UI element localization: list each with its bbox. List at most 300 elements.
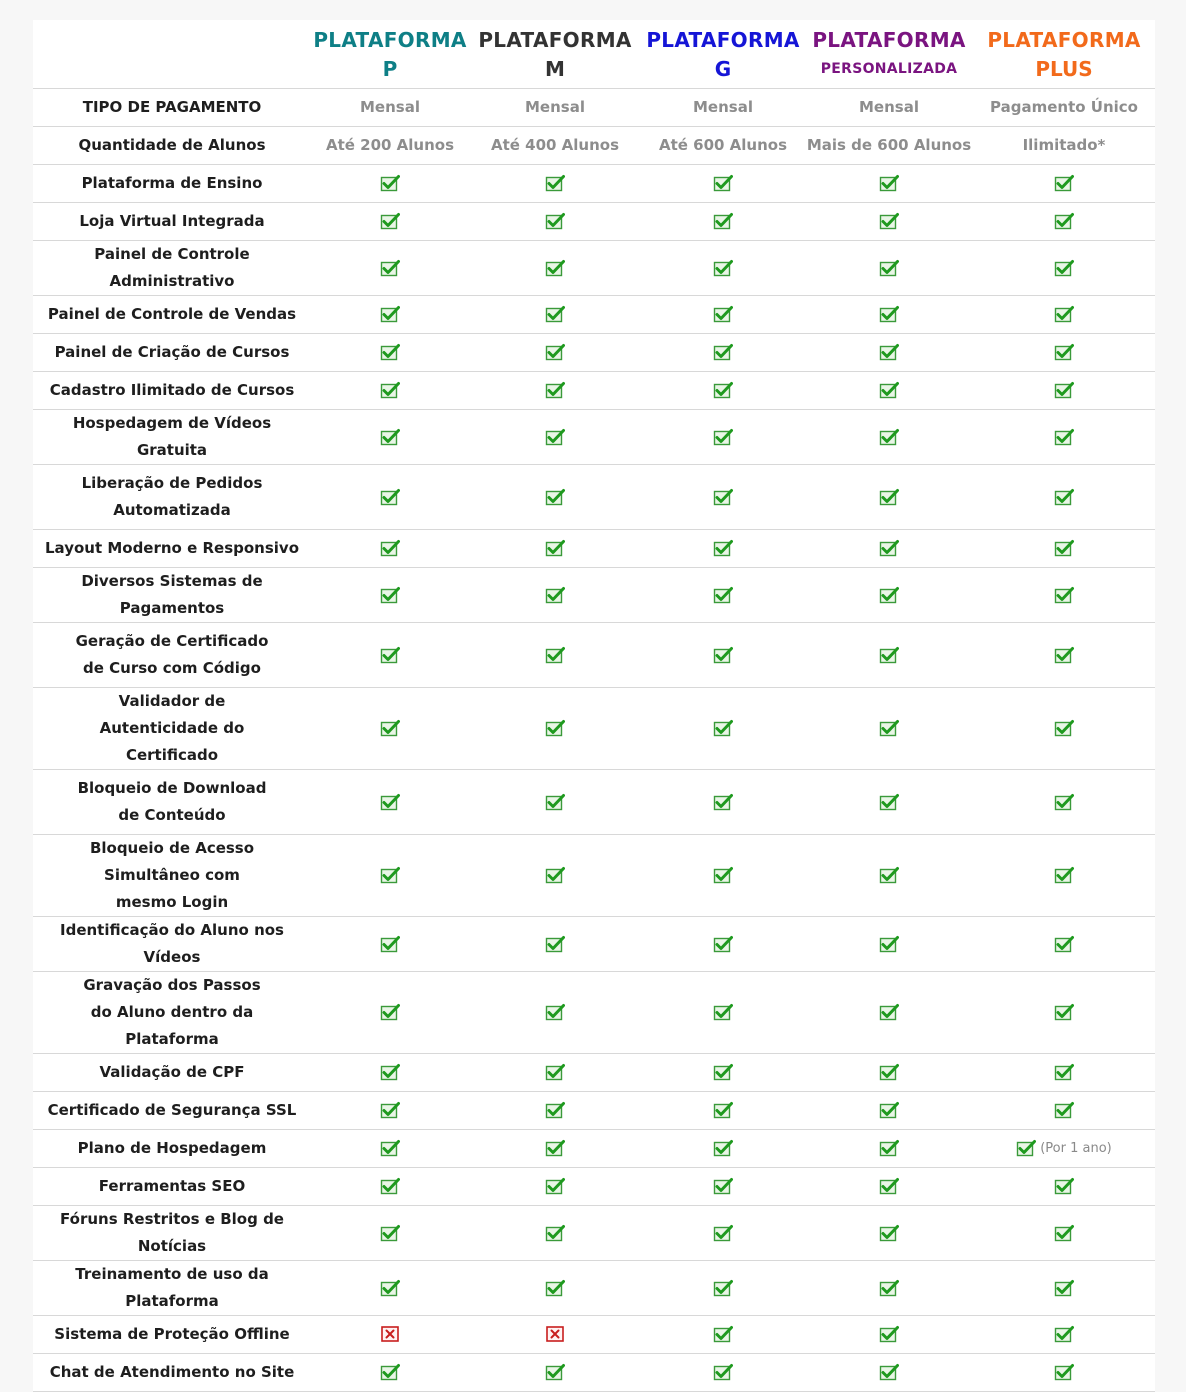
checkbox-checked-icon bbox=[879, 305, 899, 323]
checkbox-checked-icon bbox=[545, 212, 565, 230]
feature-row bbox=[33, 164, 1155, 202]
feature-cell bbox=[805, 1260, 973, 1315]
feature-label: Cadastro Ilimitado de Cursos bbox=[33, 371, 311, 409]
checkbox-checked-icon bbox=[545, 381, 565, 399]
feature-cell bbox=[973, 1315, 1155, 1353]
row-label: TIPO DE PAGAMENTO bbox=[33, 88, 311, 126]
feature-cell bbox=[805, 202, 973, 240]
checkbox-checked-icon bbox=[713, 866, 733, 884]
checkbox-checked-icon bbox=[545, 1177, 565, 1195]
feature-cell bbox=[469, 567, 641, 622]
checkbox-checked-icon bbox=[1054, 174, 1074, 192]
feature-row bbox=[33, 916, 1155, 971]
feature-cell bbox=[469, 240, 641, 295]
checkbox-checked-icon bbox=[713, 381, 733, 399]
checkbox-checked-icon bbox=[380, 1363, 400, 1381]
plan-header-m bbox=[469, 20, 641, 88]
feature-cell bbox=[973, 622, 1155, 687]
checkbox-checked-icon bbox=[1054, 1223, 1074, 1241]
feature-row bbox=[33, 834, 1155, 916]
feature-row bbox=[33, 464, 1155, 529]
checkbox-checked-icon bbox=[380, 212, 400, 230]
checkbox-checked-icon bbox=[879, 792, 899, 810]
feature-cell bbox=[805, 1053, 973, 1091]
checkbox-checked-icon bbox=[380, 305, 400, 323]
feature-cell bbox=[311, 916, 469, 971]
feature-cell bbox=[311, 1053, 469, 1091]
feature-cell bbox=[641, 1260, 805, 1315]
feature-cell bbox=[973, 240, 1155, 295]
feature-label: Diversos Sistemas de Pagamentos bbox=[33, 567, 311, 622]
feature-cell bbox=[641, 834, 805, 916]
checkbox-checked-icon bbox=[713, 1139, 733, 1157]
feature-label: Liberação de Pedidos Automatizada bbox=[33, 464, 311, 529]
feature-cell bbox=[805, 916, 973, 971]
checkbox-checked-icon bbox=[1054, 1325, 1074, 1343]
checkbox-checked-icon bbox=[545, 645, 565, 663]
feature-label: Painel de Controle Administrativo bbox=[33, 240, 311, 295]
checkbox-checked-icon bbox=[1054, 934, 1074, 952]
checkbox-checked-icon bbox=[1054, 539, 1074, 557]
feature-cell bbox=[469, 295, 641, 333]
checkbox-checked-icon bbox=[713, 1325, 733, 1343]
students-value: Ilimitado* bbox=[973, 126, 1155, 164]
feature-label: Certificado de Segurança SSL bbox=[33, 1091, 311, 1129]
feature-cell bbox=[641, 1315, 805, 1353]
checkbox-checked-icon bbox=[1054, 212, 1074, 230]
checkbox-checked-icon bbox=[545, 1063, 565, 1081]
checkbox-checked-icon bbox=[879, 1139, 899, 1157]
feature-cell bbox=[641, 687, 805, 769]
checkbox-checked-icon bbox=[713, 1223, 733, 1241]
checkbox-checked-icon bbox=[1054, 792, 1074, 810]
payment-value: Mensal bbox=[805, 88, 973, 126]
feature-cell bbox=[973, 769, 1155, 834]
feature-cell bbox=[311, 202, 469, 240]
feature-cell bbox=[805, 769, 973, 834]
checkbox-checked-icon bbox=[380, 645, 400, 663]
feature-label: Plataforma de Ensino bbox=[33, 164, 311, 202]
checkbox-checked-icon bbox=[545, 1223, 565, 1241]
feature-label: Fóruns Restritos e Blog de Notícias bbox=[33, 1205, 311, 1260]
feature-row bbox=[33, 529, 1155, 567]
feature-label: Gravação dos Passos do Aluno dentro da Plataforma bbox=[33, 971, 311, 1053]
feature-row bbox=[33, 202, 1155, 240]
feature-label: Sistema de Proteção Offline bbox=[33, 1315, 311, 1353]
feature-row bbox=[33, 1260, 1155, 1315]
feature-cell bbox=[805, 333, 973, 371]
feature-cell bbox=[805, 1129, 973, 1167]
feature-cell bbox=[311, 1353, 469, 1391]
feature-label: Validador de Autenticidade do Certificado bbox=[33, 687, 311, 769]
plan-header-personalizada bbox=[805, 20, 973, 88]
feature-cell bbox=[469, 333, 641, 371]
feature-cell bbox=[973, 1091, 1155, 1129]
feature-row bbox=[33, 1129, 1155, 1167]
checkbox-checked-icon bbox=[713, 719, 733, 737]
feature-label: Layout Moderno e Responsivo bbox=[33, 529, 311, 567]
feature-cell bbox=[973, 567, 1155, 622]
checkbox-checked-icon bbox=[713, 1003, 733, 1021]
checkbox-checked-icon bbox=[1054, 1063, 1074, 1081]
feature-cell bbox=[805, 687, 973, 769]
checkbox-checked-icon bbox=[713, 174, 733, 192]
feature-row bbox=[33, 622, 1155, 687]
feature-cell bbox=[469, 409, 641, 464]
feature-cell bbox=[805, 622, 973, 687]
feature-cell bbox=[805, 1205, 973, 1260]
feature-label: Loja Virtual Integrada bbox=[33, 202, 311, 240]
feature-label: Identificação do Aluno nos Vídeos bbox=[33, 916, 311, 971]
checkbox-checked-icon bbox=[713, 1101, 733, 1119]
plan-size: M bbox=[545, 57, 565, 81]
feature-cell bbox=[973, 333, 1155, 371]
feature-cell bbox=[311, 333, 469, 371]
plan-size: G bbox=[714, 57, 732, 81]
feature-cell bbox=[469, 1315, 641, 1353]
checkbox-checked-icon bbox=[545, 487, 565, 505]
feature-cell bbox=[641, 529, 805, 567]
checkbox-checked-icon bbox=[545, 792, 565, 810]
checkbox-checked-icon bbox=[879, 1278, 899, 1296]
feature-row bbox=[33, 1053, 1155, 1091]
feature-cell bbox=[973, 1205, 1155, 1260]
plan-comparison bbox=[33, 20, 1155, 1392]
feature-cell bbox=[641, 1129, 805, 1167]
checkbox-checked-icon bbox=[1054, 1177, 1074, 1195]
feature-cell bbox=[469, 1205, 641, 1260]
feature-row bbox=[33, 333, 1155, 371]
feature-cell bbox=[805, 567, 973, 622]
feature-label: Bloqueio de Acesso Simultâneo com mesmo Login bbox=[33, 834, 311, 916]
feature-cell bbox=[805, 409, 973, 464]
checkbox-checked-icon bbox=[380, 934, 400, 952]
feature-row bbox=[33, 240, 1155, 295]
feature-label: Ferramentas SEO bbox=[33, 1167, 311, 1205]
feature-cell bbox=[973, 971, 1155, 1053]
feature-cell bbox=[311, 971, 469, 1053]
checkbox-checked-icon bbox=[879, 719, 899, 737]
feature-cell bbox=[973, 687, 1155, 769]
checkbox-checked-icon bbox=[713, 427, 733, 445]
checkbox-checked-icon bbox=[380, 487, 400, 505]
plan-name: PLATAFORMA bbox=[987, 28, 1141, 52]
checkbox-checked-icon bbox=[545, 258, 565, 276]
feature-cell bbox=[469, 464, 641, 529]
feature-cell bbox=[469, 971, 641, 1053]
comparison-table bbox=[33, 20, 1155, 1392]
feature-label: Painel de Controle de Vendas bbox=[33, 295, 311, 333]
checkbox-checked-icon bbox=[1054, 427, 1074, 445]
checkbox-checked-icon bbox=[713, 934, 733, 952]
feature-cell bbox=[805, 371, 973, 409]
feature-cell bbox=[973, 202, 1155, 240]
feature-row bbox=[33, 687, 1155, 769]
feature-cell bbox=[641, 202, 805, 240]
checkbox-checked-icon bbox=[545, 585, 565, 603]
checkbox-checked-icon bbox=[545, 343, 565, 361]
feature-cell bbox=[973, 409, 1155, 464]
checkbox-cross-icon bbox=[545, 1325, 565, 1343]
feature-label: Validação de CPF bbox=[33, 1053, 311, 1091]
checkbox-checked-icon bbox=[380, 1101, 400, 1119]
feature-cell bbox=[641, 1091, 805, 1129]
feature-cell bbox=[805, 1353, 973, 1391]
feature-cell bbox=[641, 295, 805, 333]
payment-value: Mensal bbox=[641, 88, 805, 126]
feature-label: Treinamento de uso da Plataforma bbox=[33, 1260, 311, 1315]
checkbox-checked-icon bbox=[713, 1363, 733, 1381]
students-row bbox=[33, 126, 1155, 164]
feature-label: Painel de Criação de Cursos bbox=[33, 333, 311, 371]
checkbox-checked-icon bbox=[879, 645, 899, 663]
plan-header-g bbox=[641, 20, 805, 88]
feature-cell bbox=[311, 529, 469, 567]
checkbox-checked-icon bbox=[1054, 487, 1074, 505]
checkbox-checked-icon bbox=[1054, 719, 1074, 737]
checkbox-checked-icon bbox=[545, 866, 565, 884]
checkbox-checked-icon bbox=[380, 381, 400, 399]
feature-cell bbox=[641, 371, 805, 409]
feature-cell bbox=[973, 295, 1155, 333]
checkbox-checked-icon bbox=[380, 1003, 400, 1021]
feature-note: (Por 1 ano) bbox=[1040, 1140, 1112, 1156]
feature-cell bbox=[469, 164, 641, 202]
checkbox-checked-icon bbox=[1054, 1101, 1074, 1119]
checkbox-checked-icon bbox=[879, 585, 899, 603]
checkbox-checked-icon bbox=[545, 174, 565, 192]
feature-cell bbox=[805, 971, 973, 1053]
feature-cell bbox=[973, 1129, 1155, 1167]
feature-cell bbox=[641, 1053, 805, 1091]
checkbox-checked-icon bbox=[879, 212, 899, 230]
plan-header-row bbox=[33, 20, 1155, 88]
feature-cell bbox=[469, 769, 641, 834]
checkbox-checked-icon bbox=[380, 1223, 400, 1241]
checkbox-checked-icon bbox=[713, 343, 733, 361]
feature-cell bbox=[641, 769, 805, 834]
students-value: Até 400 Alunos bbox=[469, 126, 641, 164]
checkbox-checked-icon bbox=[713, 539, 733, 557]
feature-cell bbox=[469, 622, 641, 687]
feature-cell bbox=[641, 1353, 805, 1391]
feature-row bbox=[33, 971, 1155, 1053]
feature-cell bbox=[805, 834, 973, 916]
feature-cell bbox=[311, 622, 469, 687]
checkbox-checked-icon bbox=[879, 1223, 899, 1241]
checkbox-checked-icon bbox=[380, 174, 400, 192]
feature-cell bbox=[641, 1167, 805, 1205]
feature-row bbox=[33, 567, 1155, 622]
feature-cell bbox=[805, 1315, 973, 1353]
payment-value: Pagamento Único bbox=[973, 88, 1155, 126]
feature-cell bbox=[641, 567, 805, 622]
feature-cell bbox=[973, 1053, 1155, 1091]
payment-value: Mensal bbox=[469, 88, 641, 126]
feature-cell bbox=[311, 371, 469, 409]
checkbox-checked-icon bbox=[713, 645, 733, 663]
checkbox-checked-icon bbox=[879, 866, 899, 884]
feature-cell bbox=[469, 1260, 641, 1315]
feature-cell bbox=[469, 1129, 641, 1167]
checkbox-checked-icon bbox=[879, 934, 899, 952]
checkbox-checked-icon bbox=[713, 1063, 733, 1081]
checkbox-checked-icon bbox=[713, 792, 733, 810]
feature-cell bbox=[469, 1053, 641, 1091]
checkbox-checked-icon bbox=[1054, 381, 1074, 399]
feature-cell bbox=[641, 916, 805, 971]
feature-label: Hospedagem de Vídeos Gratuita bbox=[33, 409, 311, 464]
payment-value: Mensal bbox=[311, 88, 469, 126]
checkbox-checked-icon bbox=[545, 1278, 565, 1296]
feature-cell bbox=[311, 464, 469, 529]
feature-cell bbox=[973, 164, 1155, 202]
feature-cell bbox=[973, 529, 1155, 567]
feature-cell bbox=[469, 202, 641, 240]
feature-cell bbox=[469, 529, 641, 567]
checkbox-checked-icon bbox=[713, 212, 733, 230]
plan-header-plus bbox=[973, 20, 1155, 88]
checkbox-cross-icon bbox=[380, 1325, 400, 1343]
plan-name: PLATAFORMA bbox=[478, 28, 632, 52]
payment-type-row bbox=[33, 88, 1155, 126]
checkbox-checked-icon bbox=[1054, 1278, 1074, 1296]
feature-cell bbox=[805, 529, 973, 567]
feature-cell bbox=[311, 1167, 469, 1205]
feature-cell bbox=[973, 1353, 1155, 1391]
feature-row bbox=[33, 1167, 1155, 1205]
feature-cell bbox=[469, 916, 641, 971]
feature-cell bbox=[311, 567, 469, 622]
feature-cell bbox=[973, 464, 1155, 529]
feature-label: Geração de Certificado de Curso com Código bbox=[33, 622, 311, 687]
checkbox-checked-icon bbox=[1054, 258, 1074, 276]
feature-cell bbox=[641, 409, 805, 464]
checkbox-checked-icon bbox=[879, 1363, 899, 1381]
feature-cell bbox=[973, 1260, 1155, 1315]
feature-cell bbox=[311, 240, 469, 295]
feature-cell bbox=[641, 240, 805, 295]
feature-cell bbox=[311, 1091, 469, 1129]
checkbox-checked-icon bbox=[545, 1101, 565, 1119]
feature-cell bbox=[805, 295, 973, 333]
feature-row bbox=[33, 769, 1155, 834]
feature-cell bbox=[469, 1167, 641, 1205]
feature-cell bbox=[805, 164, 973, 202]
feature-cell bbox=[311, 409, 469, 464]
feature-cell bbox=[641, 164, 805, 202]
checkbox-checked-icon bbox=[1016, 1139, 1036, 1157]
feature-cell bbox=[311, 834, 469, 916]
checkbox-checked-icon bbox=[380, 1139, 400, 1157]
checkbox-checked-icon bbox=[380, 427, 400, 445]
checkbox-checked-icon bbox=[380, 1177, 400, 1195]
feature-cell bbox=[311, 769, 469, 834]
checkbox-checked-icon bbox=[545, 934, 565, 952]
feature-row bbox=[33, 1315, 1155, 1353]
checkbox-checked-icon bbox=[380, 258, 400, 276]
plan-name: PLATAFORMA bbox=[313, 28, 467, 52]
feature-row bbox=[33, 409, 1155, 464]
checkbox-checked-icon bbox=[545, 427, 565, 445]
checkbox-checked-icon bbox=[879, 1063, 899, 1081]
checkbox-checked-icon bbox=[545, 1363, 565, 1381]
feature-cell bbox=[641, 971, 805, 1053]
plan-name: PLATAFORMA bbox=[812, 28, 966, 52]
checkbox-checked-icon bbox=[879, 381, 899, 399]
checkbox-checked-icon bbox=[879, 1325, 899, 1343]
checkbox-checked-icon bbox=[545, 539, 565, 557]
checkbox-checked-icon bbox=[545, 1139, 565, 1157]
feature-label: Plano de Hospedagem bbox=[33, 1129, 311, 1167]
checkbox-checked-icon bbox=[380, 719, 400, 737]
checkbox-checked-icon bbox=[1054, 1363, 1074, 1381]
feature-cell bbox=[973, 371, 1155, 409]
feature-cell bbox=[469, 834, 641, 916]
checkbox-checked-icon bbox=[879, 343, 899, 361]
plan-size: PERSONALIZADA bbox=[820, 61, 958, 77]
feature-row bbox=[33, 295, 1155, 333]
feature-cell bbox=[469, 1353, 641, 1391]
feature-cell bbox=[805, 1167, 973, 1205]
feature-cell bbox=[641, 622, 805, 687]
feature-cell bbox=[641, 464, 805, 529]
feature-row bbox=[33, 1091, 1155, 1129]
header-empty-cell bbox=[33, 20, 311, 88]
checkbox-checked-icon bbox=[545, 1003, 565, 1021]
checkbox-checked-icon bbox=[380, 866, 400, 884]
checkbox-checked-icon bbox=[380, 792, 400, 810]
feature-cell bbox=[973, 916, 1155, 971]
checkbox-checked-icon bbox=[713, 258, 733, 276]
checkbox-checked-icon bbox=[380, 1278, 400, 1296]
checkbox-checked-icon bbox=[1054, 585, 1074, 603]
checkbox-checked-icon bbox=[879, 174, 899, 192]
feature-cell bbox=[973, 834, 1155, 916]
feature-cell bbox=[311, 1129, 469, 1167]
row-label: Quantidade de Alunos bbox=[33, 126, 311, 164]
checkbox-checked-icon bbox=[879, 1101, 899, 1119]
feature-label: Bloqueio de Download de Conteúdo bbox=[33, 769, 311, 834]
feature-cell bbox=[641, 333, 805, 371]
students-value: Até 600 Alunos bbox=[641, 126, 805, 164]
plan-name: PLATAFORMA bbox=[646, 28, 800, 52]
feature-cell bbox=[311, 1315, 469, 1353]
feature-cell bbox=[311, 1205, 469, 1260]
checkbox-checked-icon bbox=[879, 487, 899, 505]
feature-cell bbox=[311, 687, 469, 769]
checkbox-checked-icon bbox=[1054, 1003, 1074, 1021]
students-value: Até 200 Alunos bbox=[311, 126, 469, 164]
feature-row bbox=[33, 1205, 1155, 1260]
feature-label: Chat de Atendimento no Site bbox=[33, 1353, 311, 1391]
feature-cell bbox=[469, 371, 641, 409]
plan-header-p bbox=[311, 20, 469, 88]
feature-cell bbox=[641, 1205, 805, 1260]
feature-cell bbox=[805, 1091, 973, 1129]
checkbox-checked-icon bbox=[1054, 305, 1074, 323]
checkbox-checked-icon bbox=[713, 585, 733, 603]
plan-size: PLUS bbox=[1035, 57, 1093, 81]
feature-cell bbox=[469, 1091, 641, 1129]
checkbox-checked-icon bbox=[1054, 645, 1074, 663]
feature-cell bbox=[311, 164, 469, 202]
checkbox-checked-icon bbox=[879, 539, 899, 557]
checkbox-checked-icon bbox=[1054, 866, 1074, 884]
feature-cell bbox=[805, 240, 973, 295]
feature-row bbox=[33, 1353, 1155, 1391]
checkbox-checked-icon bbox=[713, 1177, 733, 1195]
